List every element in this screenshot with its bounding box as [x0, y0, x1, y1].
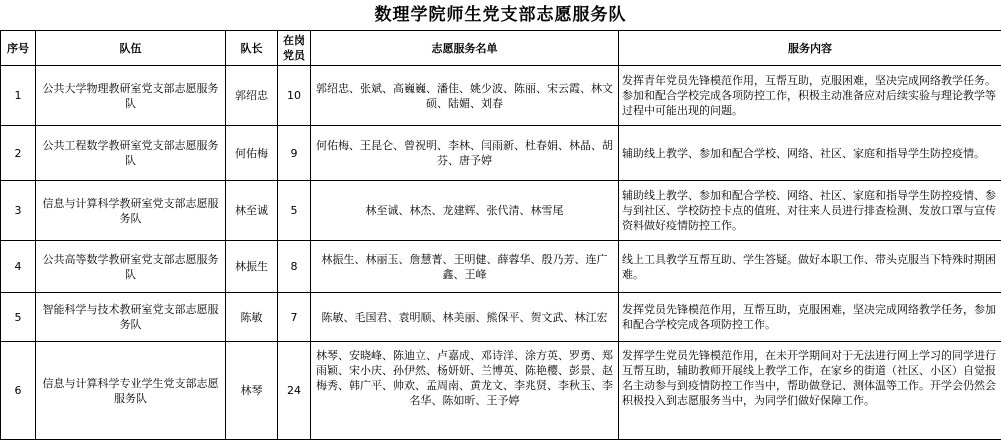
table-row — [1, 342, 1001, 440]
cell-team: 信息与计算科学教研室党支部志愿服务队 — [36, 181, 226, 241]
cell-content: 发挥青年党员先锋模范作用，互帮互助，克服困难，坚决完成网络教学任务。参加和配合学校完成各项防控工作，积极主动准备应对后续实验与理论教学等过程中可能出现的问题。 — [619, 66, 1001, 126]
cell-count: 8 — [278, 241, 311, 293]
header-count: 在岗党员 — [278, 31, 311, 66]
table-row — [1, 241, 1001, 293]
header-leader: 队长 — [226, 31, 278, 66]
cell-content: 辅助线上教学、参加和配合学校、网络、社区、家庭和指导学生防控疫情、参与到社区、学校防控卡点的值班、对往来人员进行排查检测、发放口罩与宣传资料做好疫情防控工作。 — [619, 181, 1001, 241]
cell-leader: 林至诚 — [226, 181, 278, 241]
cell-team: 智能科学与技术教研室党支部志愿服务队 — [36, 293, 226, 342]
cell-content: 线上工具教学互帮互助、学生答疑。做好本职工作、带头克服当下特殊时期困难。 — [619, 241, 1001, 293]
cell-no: 2 — [1, 126, 36, 181]
cell-leader: 郭绍忠 — [226, 66, 278, 126]
cell-count: 9 — [278, 126, 311, 181]
cell-team: 公共大学物理教研室党支部志愿服务队 — [36, 66, 226, 126]
table-row — [1, 293, 1001, 342]
table-row — [1, 126, 1001, 181]
cell-members: 何佑梅、王昆仑、曾祝明、李林、闫雨新、杜春娟、林晶、胡芬、唐予婷 — [311, 126, 619, 181]
header-members: 志愿服务名单 — [311, 31, 619, 66]
cell-count: 5 — [278, 181, 311, 241]
header-team: 队伍 — [36, 31, 226, 66]
cell-team: 信息与计算科学专业学生党支部志愿服务队 — [36, 342, 226, 440]
cell-no: 3 — [1, 181, 36, 241]
cell-leader: 陈敏 — [226, 293, 278, 342]
cell-no: 1 — [1, 66, 36, 126]
cell-no: 5 — [1, 293, 36, 342]
header-content: 服务内容 — [619, 31, 1001, 66]
header-no: 序号 — [1, 31, 36, 66]
cell-count: 24 — [278, 342, 311, 440]
cell-content: 辅助线上教学、参加和配合学校、网络、社区、家庭和指导学生防控疫情。 — [619, 126, 1001, 181]
cell-leader: 林振生 — [226, 241, 278, 293]
cell-content: 发挥党员先锋模范作用，互帮互助，克服困难，坚决完成网络教学任务，参加和配合学校完成各项防控工作。 — [619, 293, 1001, 342]
cell-team: 公共工程数学教研室党支部志愿服务队 — [36, 126, 226, 181]
cell-members: 陈敏、毛国君、袁明顺、林美丽、熊保平、贺文武、林江宏 — [311, 293, 619, 342]
cell-content: 发挥学生党员先锋模范作用，在未开学期间对于无法进行网上学习的同学进行互帮互助，辅助教师开展线上教学工作，在家乡的街道（社区、小区）自觉报名主动参与到疫情防控工作当中，帮助做登记、测体温等工作。开学会仍然会积极投入到志愿服务当中，为同学们做好保障工作。 — [619, 342, 1001, 440]
header-row — [1, 31, 1001, 66]
cell-count: 10 — [278, 66, 311, 126]
cell-leader: 林琴 — [226, 342, 278, 440]
page-title: 数理学院师生党支部志愿服务队 — [0, 0, 1001, 30]
cell-members: 林琴、安晓峰、陈迪立、卢嘉成、邓诗洋、涂方英、罗勇、郑雨颖、宋小庆、孙伊然、杨妍妍、兰博英、陈艳樱、彭景、赵梅秀、韩广平、帅欢、孟周南、黄龙文、李兆贤、李秋玉、李名华、陈如昕、王予婷 — [311, 342, 619, 440]
cell-members: 林振生、林丽玉、詹慧菁、王明健、薛蓉华、殷乃芳、连广鑫、王峰 — [311, 241, 619, 293]
cell-no: 4 — [1, 241, 36, 293]
volunteer-team-table — [0, 30, 1001, 440]
cell-members: 林至诚、林杰、龙建辉、张代清、林雪尾 — [311, 181, 619, 241]
cell-leader: 何佑梅 — [226, 126, 278, 181]
cell-no: 6 — [1, 342, 36, 440]
cell-count: 7 — [278, 293, 311, 342]
cell-team: 公共高等数学教研室党支部志愿服务队 — [36, 241, 226, 293]
table-row — [1, 66, 1001, 126]
table-row — [1, 181, 1001, 241]
cell-members: 郭绍忠、张斌、高巍巍、潘佳、姚少波、陈丽、宋云霞、林文硕、陆媚、刘春 — [311, 66, 619, 126]
